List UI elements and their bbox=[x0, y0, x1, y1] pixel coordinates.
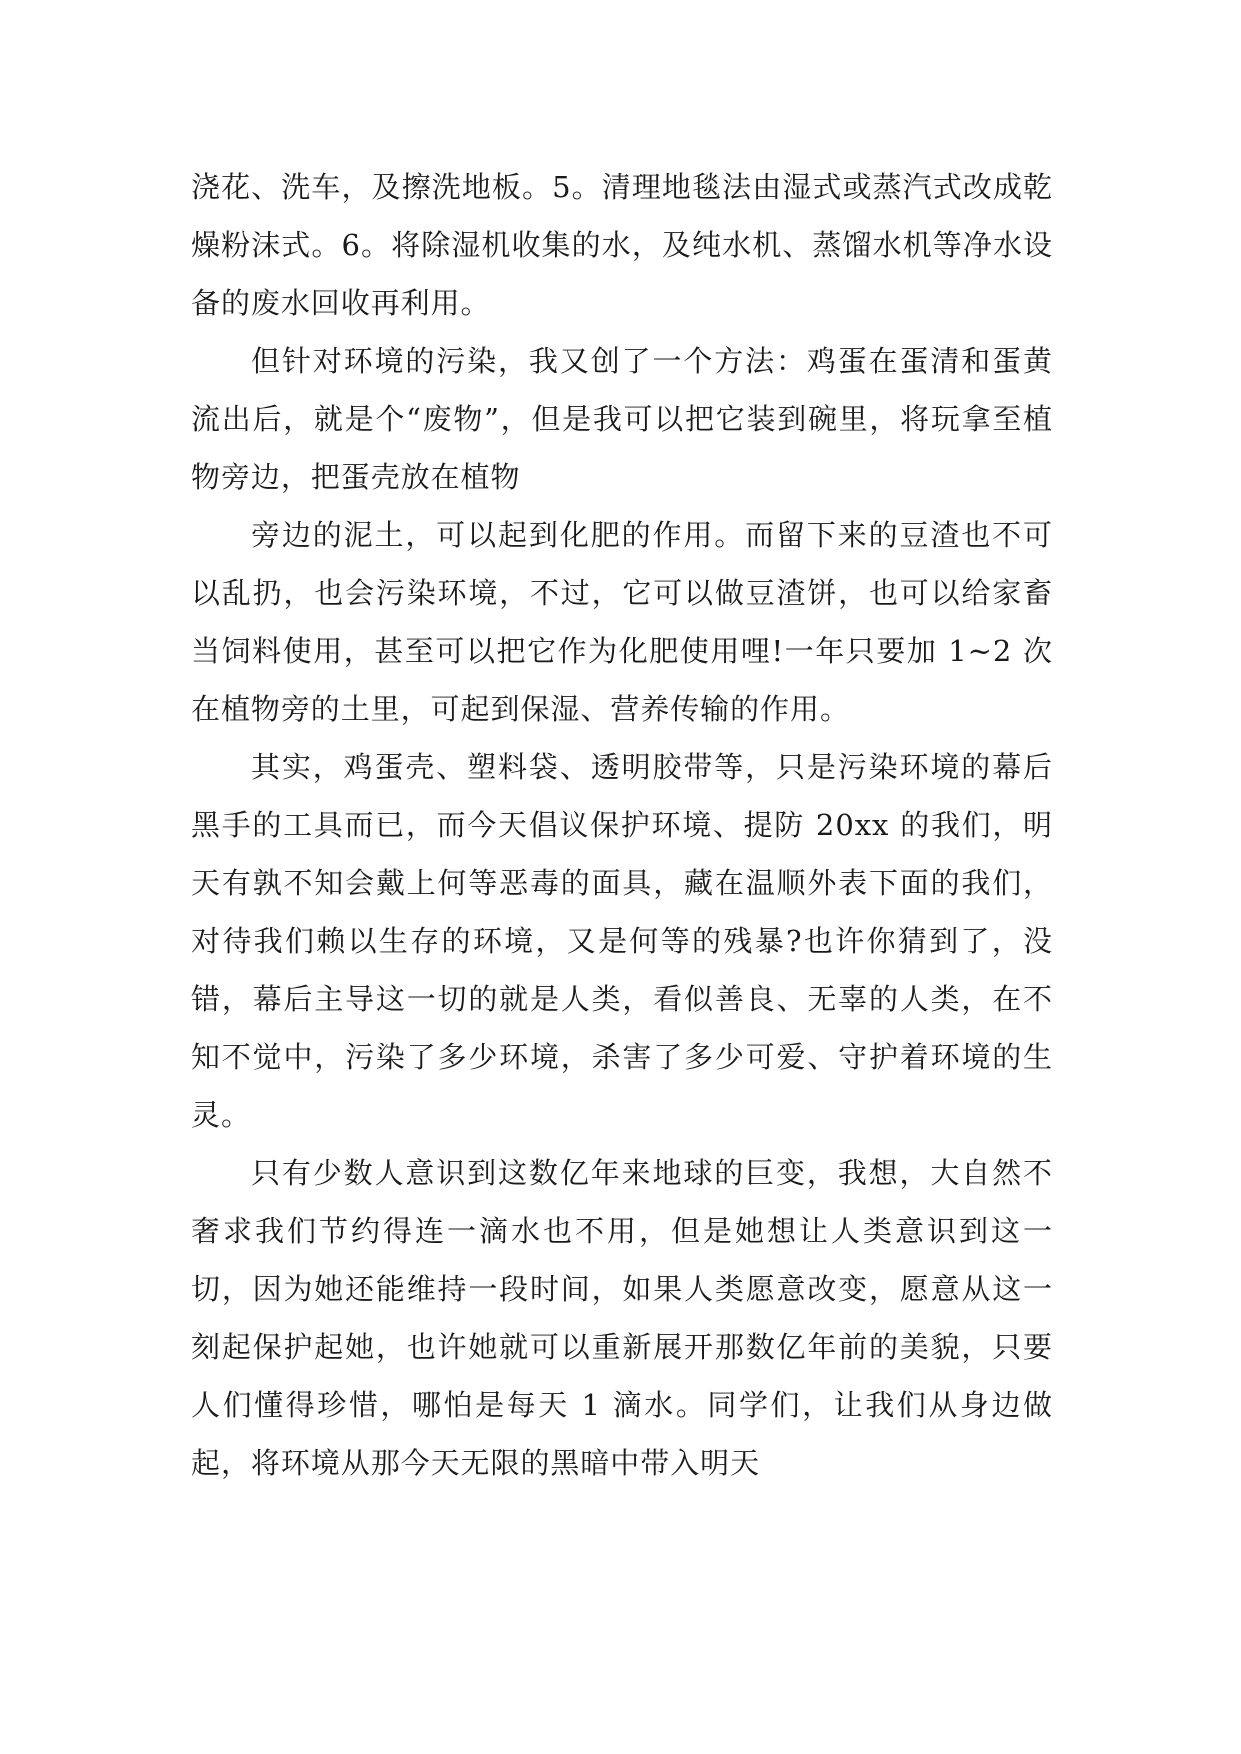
body-text bbox=[191, 158, 1053, 1492]
paragraph-2: 但针对环境的污染，我又创了一个方法：鸡蛋在蛋清和蛋黄流出后，就是个“废物”，但是我可以把它装到碗里，将玩拿至植物旁边，把蛋壳放在植物 bbox=[191, 344, 1053, 494]
paragraph-3: 旁边的泥土，可以起到化肥的作用。而留下来的豆渣也不可以乱扔，也会污染环境，不过，它可以做豆渣饼，也可以给家畜当饲料使用，甚至可以把它作为化肥使用哩!一年只要加 1~2 次在植物旁的土里，可起到保湿、营养传输的作用。 bbox=[191, 518, 1053, 726]
paragraph-5: 只有少数人意识到这数亿年来地球的巨变，我想，大自然不奢求我们节约得连一滴水也不用，但是她想让人类意识到这一切，因为她还能维持一段时间，如果人类愿意改变，愿意从这一刻起保护起她，也许她就可以重新展开那数亿年前的美貌，只要人们懂得珍惜，哪怕是每天 1 滴水。同学们，让我们从身边做起，将环境从那今天无限的黑暗中带入明天 bbox=[191, 1156, 1053, 1480]
paragraph-4: 其实，鸡蛋壳、塑料袋、透明胶带等，只是污染环境的幕后黑手的工具而已，而今天倡议保护环境、提防 20xx 的我们，明天有孰不知会戴上何等恶毒的面具，藏在温顺外表下面的我们，对待我们赖以生存的环境，又是何等的残暴?也许你猜到了，没错，幕后主导这一切的就是人类，看似善良、无辜的人类，在不知不觉中，污染了多少环境，杀害了多少可爱、守护着环境的生灵。 bbox=[191, 750, 1053, 1132]
paragraph-1: 浇花、洗车，及擦洗地板。5。清理地毯法由湿式或蒸汽式改成乾燥粉沫式。6。将除湿机收集的水，及纯水机、蒸馏水机等净水设备的废水回收再利用。 bbox=[191, 170, 1053, 320]
